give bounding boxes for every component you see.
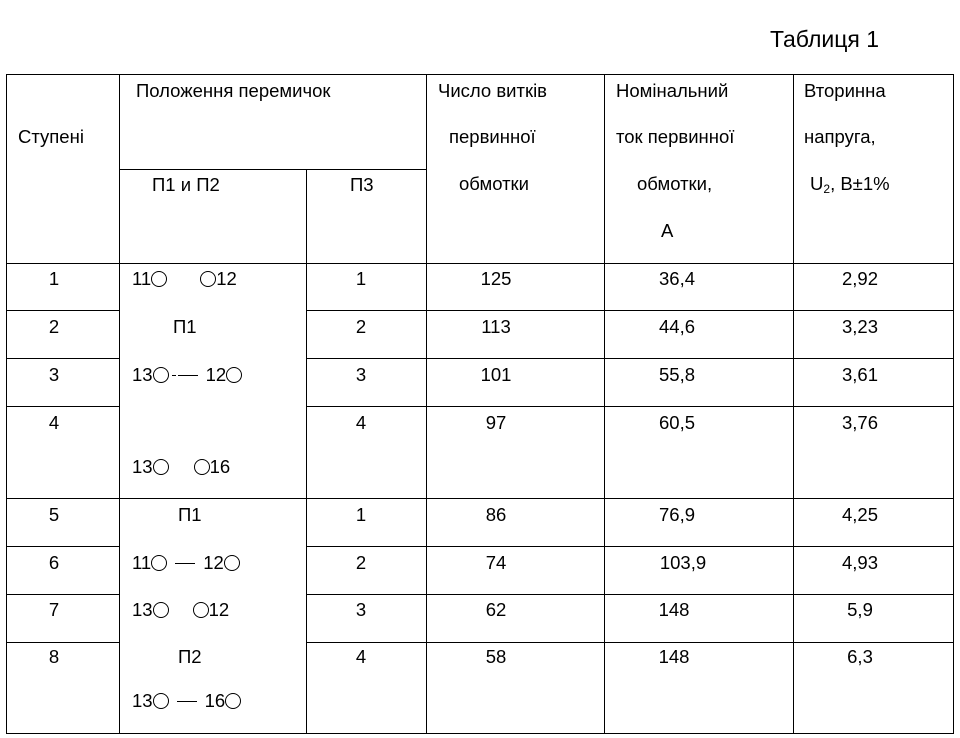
grid-line (604, 74, 605, 734)
table-cell-voltage: 3,76 (841, 412, 879, 433)
jumper-wire-icon (177, 701, 197, 702)
header-jumpers: Положення перемичок (136, 80, 331, 101)
table-cell-turns: 74 (485, 552, 507, 573)
jumper-diagram-row: 13 16 (132, 689, 241, 713)
grid-line (306, 310, 954, 311)
grid-line (306, 594, 954, 595)
grid-line (793, 74, 794, 734)
terminal-circle-icon (153, 602, 169, 618)
jumper-label: П1 (178, 504, 202, 525)
terminal-circle-icon (194, 459, 210, 475)
table-cell-p3: 3 (355, 364, 367, 385)
table-cell-stage: 6 (48, 552, 60, 573)
grid-line (306, 642, 954, 643)
table-cell-turns: 97 (485, 412, 507, 433)
jumper-diagram-row: 13 12 (132, 599, 230, 620)
grid-line (6, 406, 119, 407)
table-cell-current: 76,9 (658, 504, 696, 525)
jumper-wire-icon (178, 375, 198, 376)
grid-line (6, 310, 119, 311)
terminal-circle-icon (225, 693, 241, 709)
table-cell-stage: 4 (48, 412, 60, 433)
page-title: Таблиця 1 (770, 26, 880, 52)
grid-line (306, 406, 954, 407)
grid-line (6, 733, 954, 734)
table-cell-current: 60,5 (658, 412, 696, 433)
terminal-circle-icon (151, 555, 167, 571)
header-current-line: обмотки, (637, 173, 713, 194)
table-cell-voltage: 3,61 (841, 364, 879, 385)
table-cell-voltage: 6,3 (847, 646, 873, 667)
table-cell-voltage: 4,93 (841, 552, 879, 573)
grid-line (953, 74, 954, 734)
grid-line (6, 498, 954, 499)
data-table (6, 74, 954, 734)
table-cell-turns: 113 (481, 316, 511, 337)
header-voltage-line: Вторинна (804, 80, 886, 101)
grid-line (6, 74, 7, 734)
grid-line (306, 546, 954, 547)
header-voltage-line: напруга, (804, 126, 876, 147)
table-cell-current: 55,8 (658, 364, 696, 385)
table-cell-p3: 1 (355, 504, 367, 525)
header-voltage-unit: $U_2$, В±1% (810, 173, 890, 196)
header-current-line: ток первинної (616, 126, 735, 147)
grid-line (119, 169, 426, 170)
table-cell-current: 36,4 (658, 268, 696, 289)
table-cell-voltage: 3,23 (841, 316, 879, 337)
jumper-diagram-row: 11 12 (132, 268, 237, 289)
table-cell-stage: 8 (48, 646, 60, 667)
table-cell-stage: 5 (48, 504, 60, 525)
table-cell-current: 103,9 (659, 552, 707, 573)
table-cell-stage: 1 (48, 268, 60, 289)
jumper-wire-icon (172, 375, 176, 376)
header-turns-line: Число витків (438, 80, 548, 101)
terminal-circle-icon (151, 271, 167, 287)
table-cell-current: 148 (658, 646, 690, 667)
terminal-circle-icon (153, 367, 169, 383)
table-cell-voltage: 2,92 (841, 268, 879, 289)
grid-line (426, 74, 427, 734)
terminal-circle-icon (200, 271, 216, 287)
terminal-circle-icon (193, 602, 209, 618)
table-cell-p3: 4 (355, 646, 367, 667)
grid-line (6, 358, 119, 359)
table-cell-turns: 101 (480, 364, 512, 385)
table-cell-stage: 7 (48, 599, 60, 620)
terminal-circle-icon (153, 693, 169, 709)
jumper-label: П2 (178, 646, 202, 667)
header-p1-p2: П1 и П2 (152, 174, 220, 195)
table-cell-p3: 4 (355, 412, 367, 433)
grid-line (119, 74, 120, 734)
table-cell-voltage: 5,9 (847, 599, 873, 620)
table-cell-current: 148 (658, 599, 690, 620)
table-cell-turns: 86 (485, 504, 507, 525)
terminal-circle-icon (153, 459, 169, 475)
table-cell-turns: 58 (485, 646, 507, 667)
grid-line (6, 263, 954, 264)
table-cell-p3: 1 (355, 268, 367, 289)
jumper-diagram-row: 13 12 (132, 363, 242, 387)
grid-line (6, 594, 119, 595)
jumper-wire-icon (175, 563, 195, 564)
header-current-line: А (661, 220, 674, 241)
table-cell-current: 44,6 (658, 316, 696, 337)
header-current-line: Номінальний (616, 80, 729, 101)
table-cell-p3: 3 (355, 599, 367, 620)
header-turns-line: обмотки (459, 173, 529, 194)
header-turns-line: первинної (449, 126, 536, 147)
table-cell-turns: 125 (480, 268, 512, 289)
jumper-label: П1 (173, 316, 197, 337)
table-cell-stage: 2 (48, 316, 60, 337)
table-cell-p3: 2 (355, 552, 367, 573)
header-p3: П3 (350, 174, 374, 195)
grid-line (306, 358, 954, 359)
jumper-diagram-row: 11 12 (132, 551, 240, 575)
grid-line (6, 642, 119, 643)
table-cell-voltage: 4,25 (841, 504, 879, 525)
grid-line (6, 546, 119, 547)
header-stages: Ступені (18, 126, 84, 147)
table-cell-p3: 2 (355, 316, 367, 337)
terminal-circle-icon (224, 555, 240, 571)
table-cell-stage: 3 (48, 364, 60, 385)
jumper-diagram-row: 13 16 (132, 456, 231, 477)
grid-line (306, 169, 307, 734)
terminal-circle-icon (226, 367, 242, 383)
table-cell-turns: 62 (485, 599, 507, 620)
grid-line (6, 74, 954, 75)
